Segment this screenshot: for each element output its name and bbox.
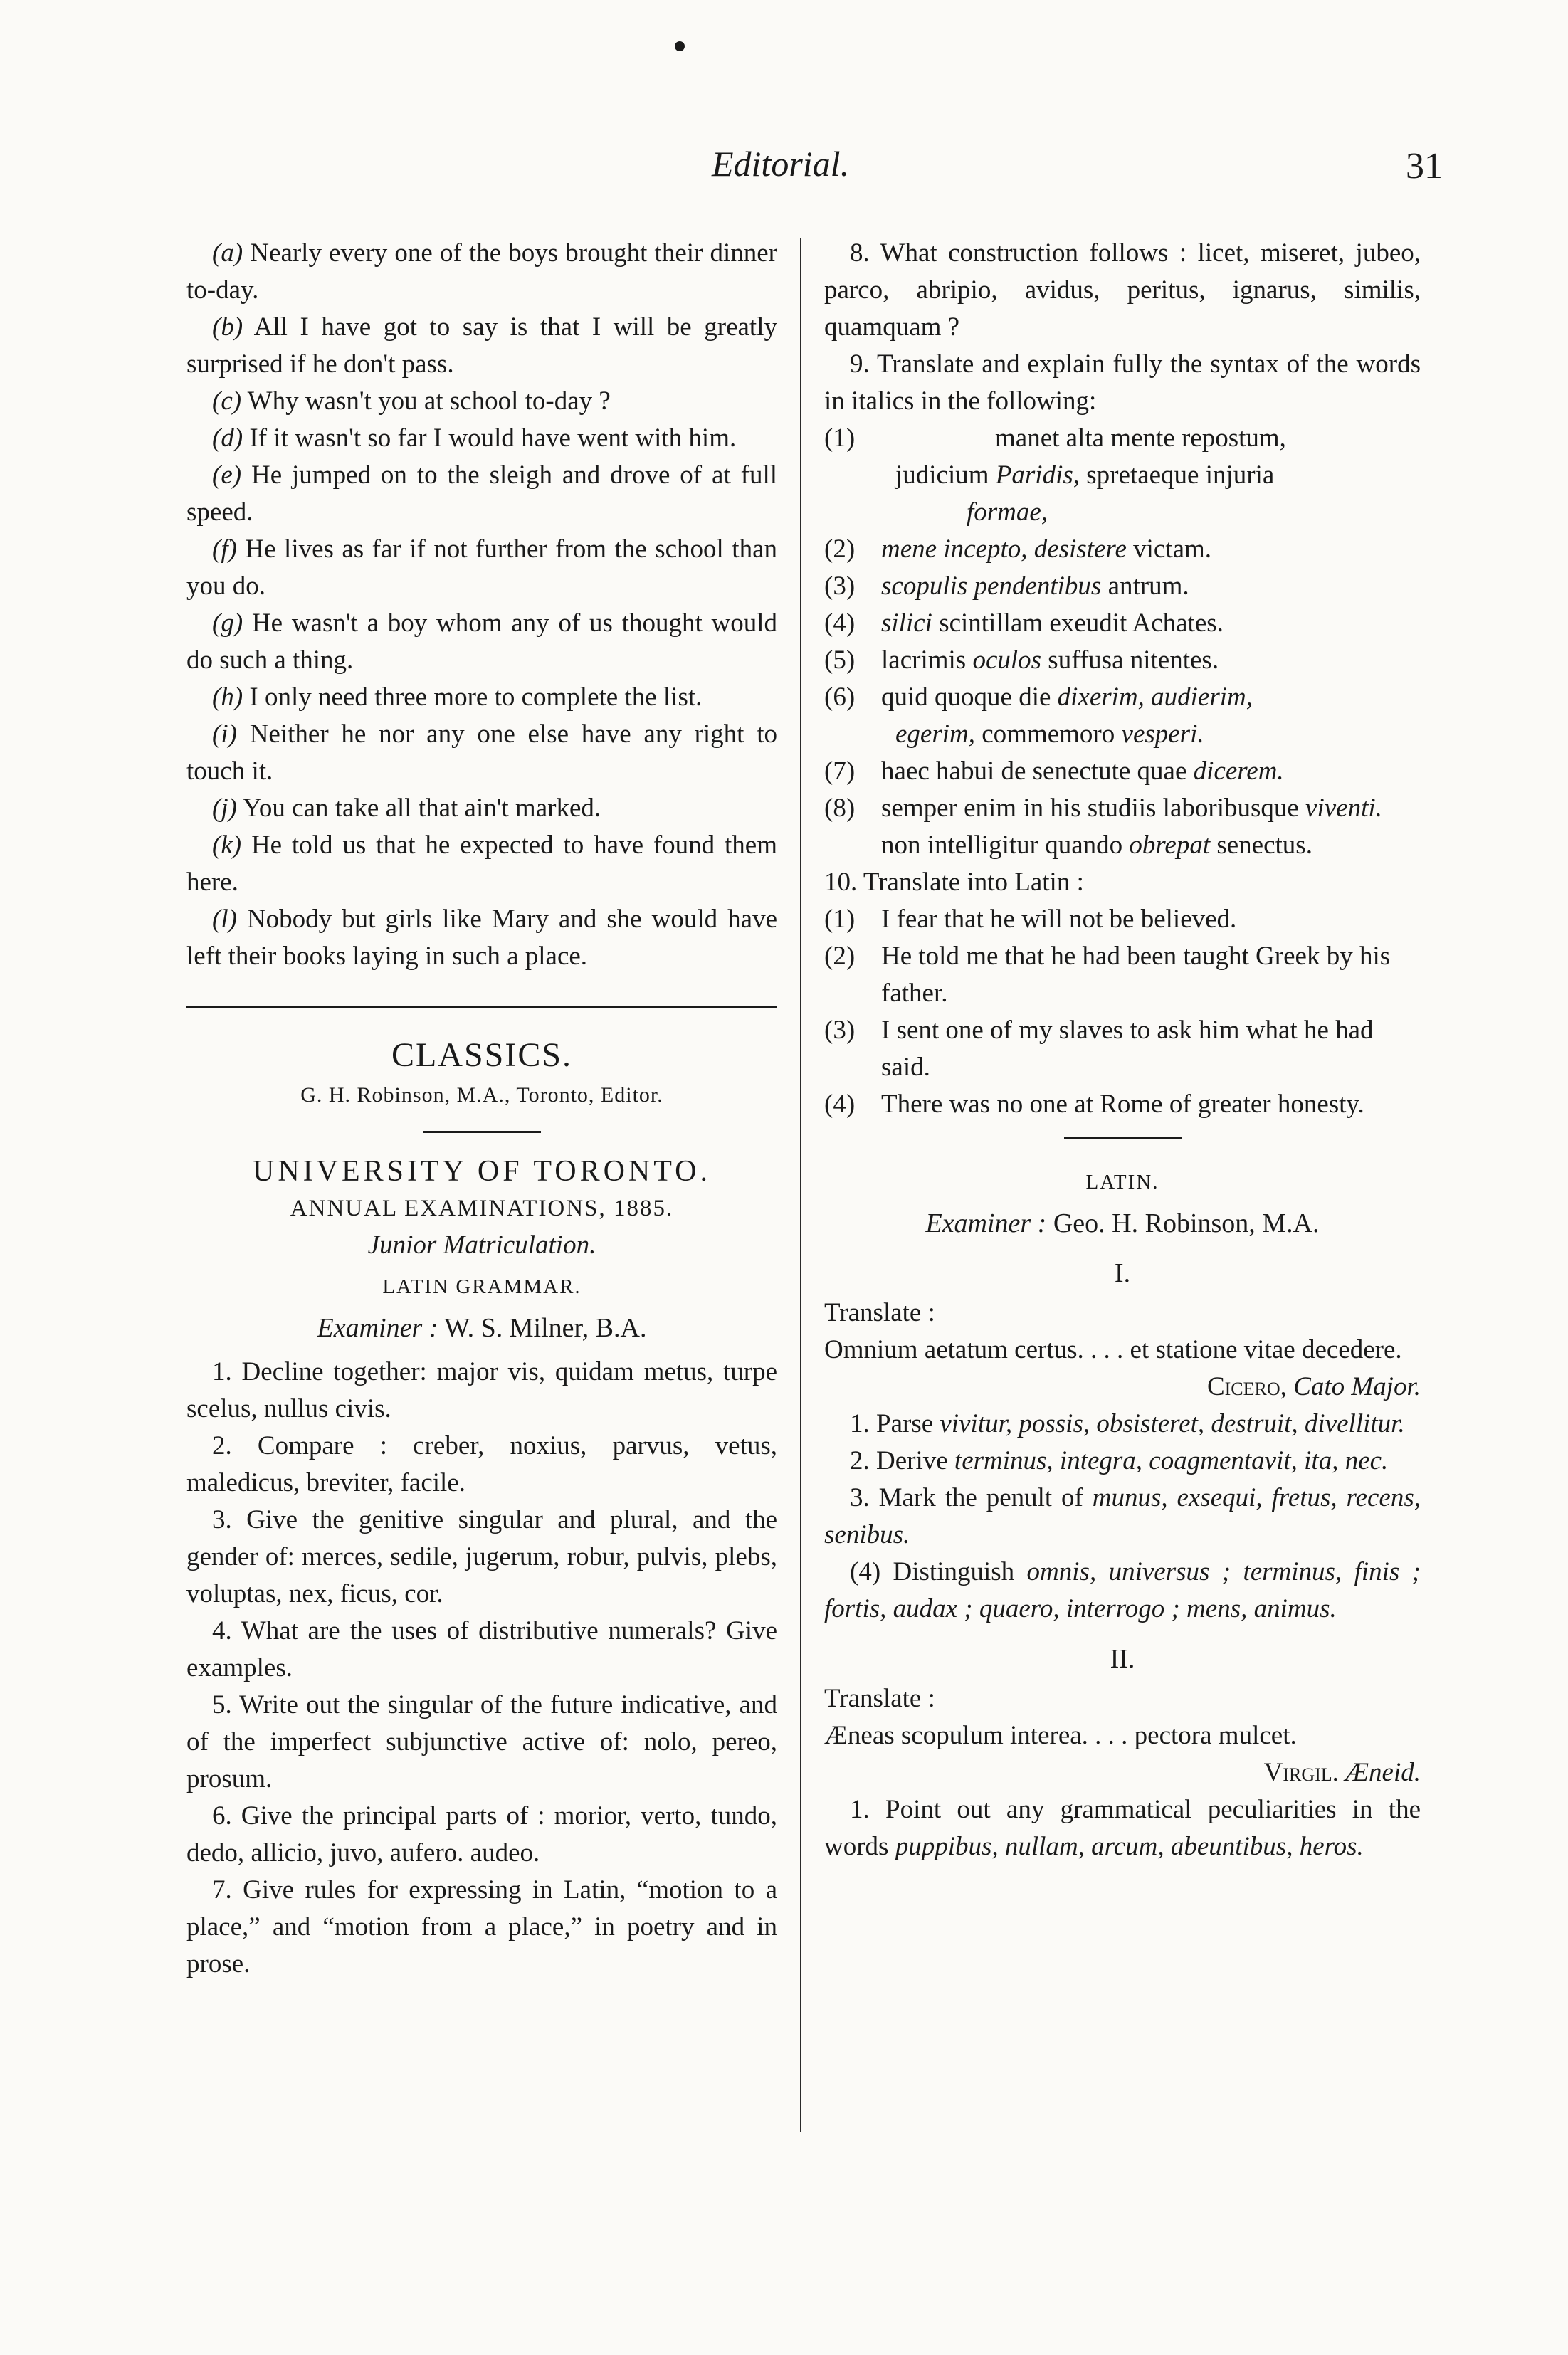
page-number: 31 (1406, 146, 1443, 186)
question-item (186, 1613, 777, 1687)
right-column (824, 235, 1421, 1865)
question-item (186, 1354, 777, 1428)
q9-item-5: (5) lacrimis oculos suffusa nitentes. (824, 646, 1219, 675)
left-column (186, 235, 777, 1983)
exercise-item-label: (g) (212, 608, 243, 638)
exercise-item-label: (i) (212, 720, 237, 749)
exercise-item-label: (a) (212, 238, 243, 268)
question-number: 8. (850, 238, 870, 268)
junior-heading: Junior Matriculation. (367, 1231, 596, 1260)
exercise-item-label: (b) (212, 312, 243, 342)
exercise-item (186, 383, 777, 420)
question-item-text: Give rules for expressing in Latin, “motion to a place,” and “motion from a place,” in poetry and in prose. (186, 1875, 778, 1979)
exercise-item-text: He jumped on to the sleigh and drove of at full speed. (186, 460, 778, 527)
q10-list (824, 901, 1421, 1123)
q9-item-2: (2) mene incepto, desistere victam. (824, 534, 1212, 564)
exercise-item-text: I only need three more to complete the list. (249, 683, 703, 712)
exercise-item (186, 309, 777, 383)
section-title: CLASSICS. (391, 1036, 573, 1074)
question-text: Translate into Latin : (863, 868, 1084, 897)
question-item-text: Give the principal parts of : morior, verto, tundo, dedo, allicio, juvo, aufero. audeo. (186, 1801, 778, 1867)
exercise-item (186, 457, 777, 531)
question-list (186, 1354, 777, 1983)
question-item-text: What are the uses of distributive numerals? Give examples. (186, 1616, 777, 1682)
part-one-question-2: 2. Derive terminus, integra, coagmentavit, ita, nec. (850, 1446, 1389, 1475)
question-item-text: Decline together: major vis, quidam metus, turpe scelus, nullus civis. (186, 1357, 778, 1423)
latin-examiner-line: Examiner : Geo. H. Robinson, M.A. (925, 1208, 1320, 1238)
exercise-item (186, 716, 777, 790)
exercise-item-label: (l) (212, 905, 237, 934)
exercise-item-label: (c) (212, 386, 242, 416)
latin-passage: Omnium aetatum certus. . . . et statione vitae decedere. (824, 1335, 1402, 1364)
question-item-label: 7. (212, 1875, 232, 1904)
exercise-item (186, 531, 777, 605)
exercise-item-label: (e) (212, 460, 242, 490)
exercise-item-text: You can take all that ain't marked. (242, 794, 601, 823)
part-one-question-1: 1. Parse vivitur, possis, obsisteret, destruit, divellitur. (850, 1409, 1405, 1438)
exercise-item-label: (j) (212, 794, 237, 823)
exercise-item (186, 235, 777, 309)
translate-instruction: Translate : (824, 1684, 935, 1713)
q9-item-1: (1) manet alta mente repostum, judicium Paridis, spretaeque injuria formae, (824, 420, 1421, 531)
exercise-item-text: He wasn't a boy whom any of us thought would do such a thing. (186, 608, 777, 675)
latin-line: manet alta mente repostum, (995, 423, 1286, 453)
part-two-heading: II. (1110, 1644, 1135, 1674)
exercise-item (186, 420, 777, 457)
part-one-question-3: 3. Mark the penult of munus, exsequi, fretus, recens, senibus. (824, 1483, 1421, 1549)
translation-item: (4) There was no one at Rome of greater honesty. (824, 1090, 1364, 1119)
passage-source: Virgil. Æneid. (1263, 1758, 1421, 1787)
question-item (186, 1798, 777, 1872)
q9-item-3: (3) scopulis pendentibus antrum. (824, 571, 1189, 601)
latin-line: formae, (967, 497, 1048, 527)
examiner-name: W. S. Milner, B.A. (444, 1313, 647, 1343)
question-item-label: 3. (212, 1505, 232, 1534)
q9-item-6: (6) quid quoque die dixerim, audierim, egerim, commemoro vesperi. (824, 683, 1253, 749)
exercise-item-label: (f) (212, 534, 237, 564)
question-item (186, 1502, 777, 1613)
subject-heading: LATIN GRAMMAR. (382, 1275, 582, 1298)
question-text: Translate and explain fully the syntax of the words in italics in the following: (824, 349, 1421, 416)
short-rule (1064, 1137, 1182, 1139)
translation-item: (3) I sent one of my slaves to ask him what he had said. (824, 1016, 1374, 1082)
passage-source: Cicero, Cato Major. (1206, 1372, 1421, 1401)
exercise-item-label: (k) (212, 831, 242, 860)
exercise-item-text: Why wasn't you at school to-day ? (247, 386, 611, 416)
exercise-item-text: If it wasn't so far I would have went with him. (249, 423, 737, 453)
exercise-item-label: (d) (212, 423, 243, 453)
translation-item: (2) He told me that he had been taught Greek by his father. (824, 942, 1391, 1008)
latin-line: judicium Paridis, spretaeque injuria (895, 460, 1275, 490)
exercise-item-text: Nearly every one of the boys brought their dinner to-day. (186, 238, 777, 305)
running-head: Editorial. (712, 144, 850, 184)
translation-item: (1) I fear that he will not be believed. (824, 905, 1237, 934)
examiner-line (186, 1310, 777, 1347)
question-item-text: Write out the singular of the future indicative, and of the imperfect subjunctive active of: nolo, pereo, prosum. (186, 1690, 777, 1793)
section-rule (186, 1006, 777, 1008)
question-9 (824, 346, 1421, 420)
question-item-text: Give the genitive singular and plural, and the gender of: merces, sedile, jugerum, robur, pulvis, plebs, voluptas, nex, ficus, cor. (186, 1505, 777, 1608)
exercise-item (186, 679, 777, 716)
question-text: What construction follows : licet, miseret, jubeo, parco, abripio, avidus, peritus, ignarus, similis, quamquam ? (824, 238, 1421, 342)
q9-item-8: (8) semper enim in his studiis laboribusque viventi. non intelligitur quando obrepat senectus. (824, 794, 1382, 860)
part-one-heading: I. (1114, 1258, 1131, 1288)
question-item (186, 1687, 777, 1798)
question-item-label: 2. (212, 1431, 232, 1460)
exercise-item-text: Nobody but girls like Mary and she would have left their books laying in such a place. (186, 905, 778, 971)
part-one-question-4: (4) Distinguish omnis, universus ; terminus, finis ; fortis, audax ; quaero, interrogo ; mens, animus. (824, 1557, 1421, 1623)
exercise-item-text: He lives as far if not further from the school than you do. (186, 534, 778, 601)
question-number: 9. (850, 349, 870, 379)
question-item-label: 1. (212, 1357, 232, 1386)
question-item-text: Compare : creber, noxius, parvus, vetus, maledicus, breviter, facile. (186, 1431, 777, 1497)
section-editor: G. H. Robinson, M.A., Toronto, Editor. (300, 1083, 663, 1107)
question-8 (824, 235, 1421, 346)
exercise-item (186, 790, 777, 827)
q9-item-4: (4) silici scintillam exeudit Achates. (824, 608, 1224, 638)
examiner-label: Examiner : (317, 1313, 438, 1343)
q9-item-7: (7) haec habui de senectute quae dicerem. (824, 757, 1284, 786)
latin-passage: Æneas scopulum interea. . . . pectora mulcet. (824, 1721, 1297, 1750)
question-number: 10. (824, 868, 858, 897)
annual-heading: ANNUAL EXAMINATIONS, 1885. (290, 1196, 674, 1221)
exercise-item (186, 605, 777, 679)
exercise-item-text: Neither he nor any one else have any right to touch it. (186, 720, 777, 786)
ink-dot (675, 41, 685, 51)
exercise-item (186, 901, 777, 975)
exercise-item (186, 827, 777, 901)
translate-instruction: Translate : (824, 1298, 935, 1327)
exercise-item-text: He told us that he expected to have found them here. (186, 831, 778, 897)
question-item-label: 4. (212, 1616, 232, 1645)
question-item (186, 1872, 777, 1983)
university-heading: UNIVERSITY OF TORONTO. (253, 1155, 711, 1188)
exercise-item-text: All I have got to say is that I will be greatly surprised if he don't pass. (186, 312, 777, 379)
latin-heading: LATIN. (1085, 1171, 1159, 1194)
exercise-item-label: (h) (212, 683, 243, 712)
short-rule (423, 1131, 541, 1133)
part-two-question-1: 1. Point out any grammatical peculiarities in the words puppibus, nullam, arcum, abeuntibus, heros. (824, 1795, 1421, 1861)
question-10 (824, 864, 1421, 901)
column-divider (800, 238, 801, 2132)
question-item-label: 6. (212, 1801, 232, 1830)
exercise-list (186, 235, 777, 975)
question-item (186, 1428, 777, 1502)
question-item-label: 5. (212, 1690, 232, 1719)
